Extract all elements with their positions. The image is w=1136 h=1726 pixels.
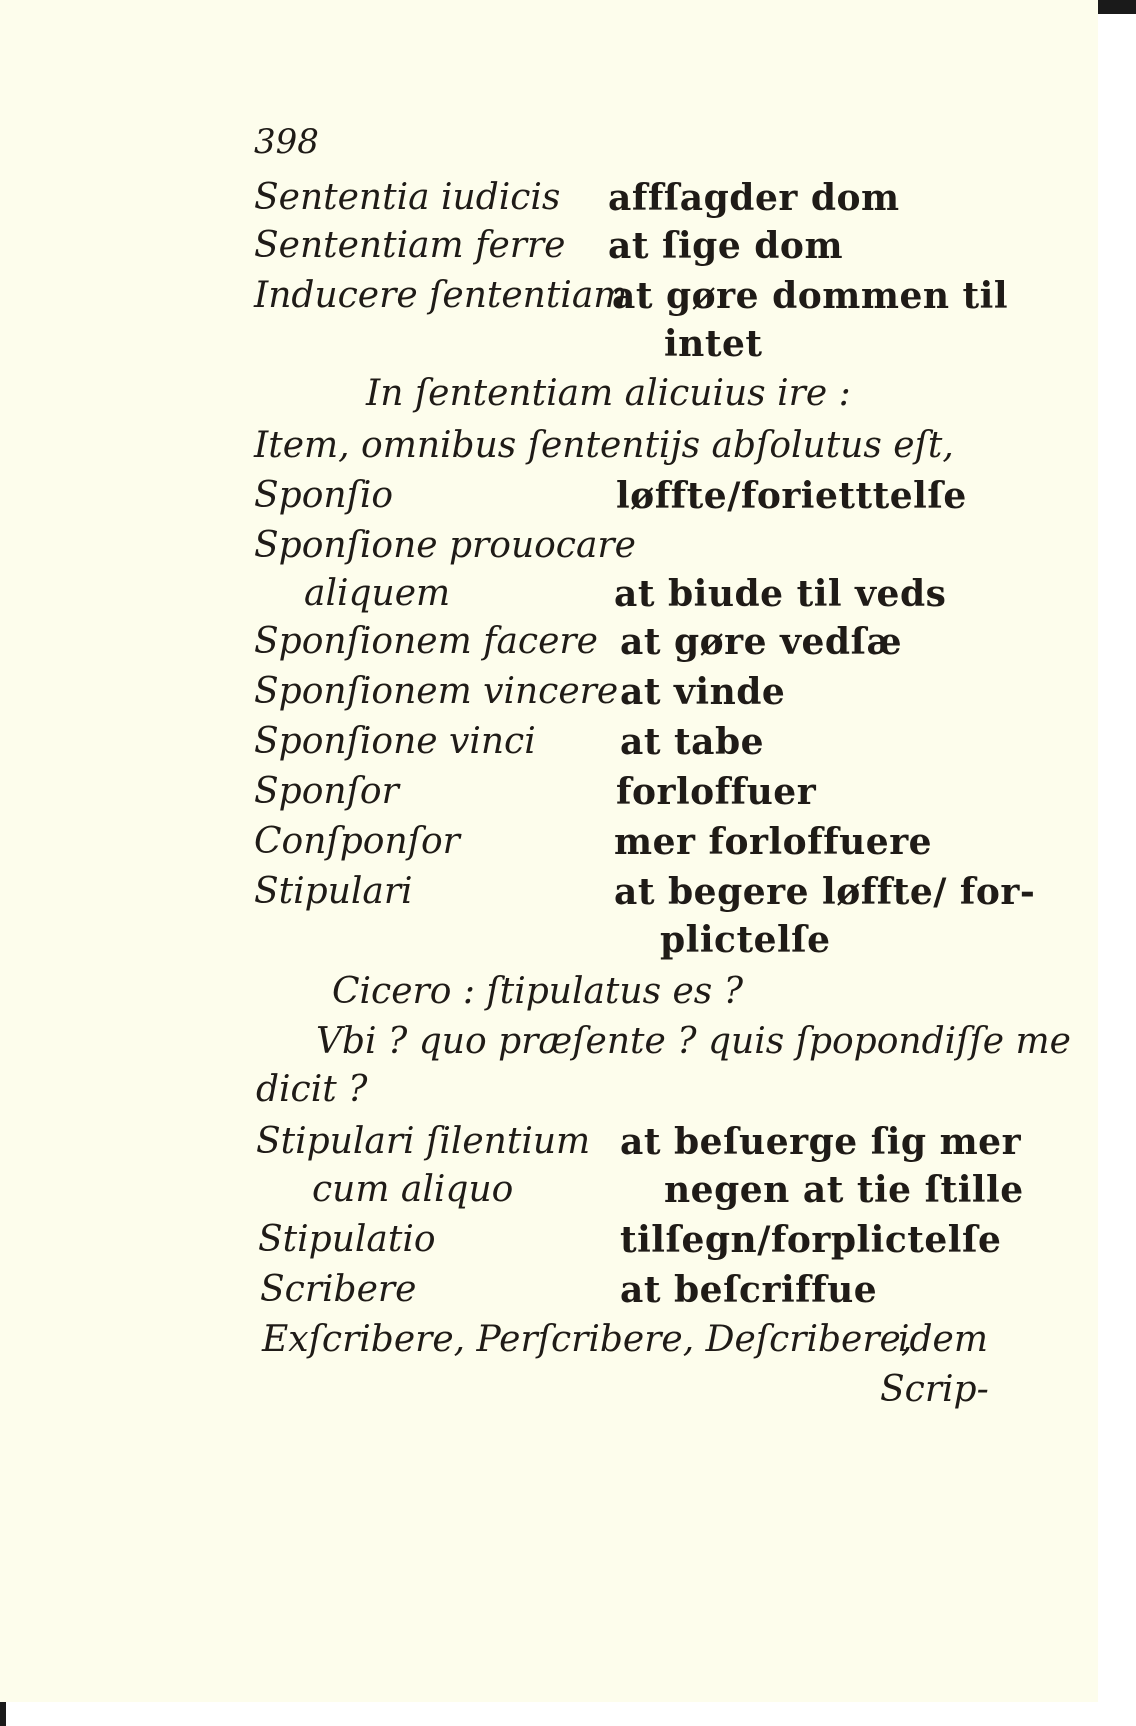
scan-edge-left-mark (0, 1702, 6, 1726)
latin-phrase: Item, omnibus ſententijs abſolutus eſt, (254, 425, 954, 466)
danish-gloss: at gøre vedſæ (620, 621, 903, 663)
danish-gloss: at gøre dommen til (612, 275, 1009, 317)
latin-term-continued: aliquem (304, 573, 451, 614)
danish-gloss: negen at tie ſtille (664, 1169, 1024, 1211)
latin-phrase: In ſententiam alicuius ire : (366, 373, 851, 414)
latin-term: Inducere ſententiam (254, 275, 628, 316)
latin-term: Sententiam ferre (254, 225, 566, 266)
latin-term: Sponſor (254, 771, 399, 812)
latin-term: Sponſionem facere (254, 621, 598, 662)
latin-term-continued: cum aliquo (312, 1169, 514, 1210)
danish-gloss: forloffuer (616, 771, 817, 813)
latin-term: Stipulatio (258, 1219, 436, 1260)
latin-term: Exſcribere, Perſcribere, Deſcribere, (262, 1319, 913, 1360)
latin-phrase-continued: dicit ? (256, 1069, 368, 1110)
latin-term: Sponſione prouocare (254, 525, 636, 566)
danish-gloss: at biude til veds (614, 573, 947, 615)
latin-term: Stipulari (254, 871, 413, 912)
latin-term: Sponſio (254, 475, 394, 516)
latin-term: Conſponſor (254, 821, 460, 862)
danish-gloss: at beſcriffue (620, 1269, 878, 1311)
latin-term: Sententia iudicis (254, 177, 561, 218)
danish-gloss: affſagder dom (608, 177, 900, 219)
page-number: 398 (254, 122, 319, 162)
catchword: Scrip- (880, 1369, 989, 1410)
danish-gloss: at beſuerge ſig mer (620, 1121, 1022, 1163)
scan-edge-marker (1098, 0, 1136, 14)
latin-term: Stipulari ſilentium (256, 1121, 591, 1162)
danish-gloss: at begere løffte/ for- (614, 871, 1036, 913)
scan-edge-right (1098, 0, 1136, 1726)
latin-phrase: Cicero : ſtipulatus es ? (332, 971, 744, 1012)
danish-gloss-continued: intet (664, 323, 763, 365)
danish-gloss: tilſegn/forplictelſe (620, 1219, 1002, 1261)
latin-term: idem (898, 1319, 988, 1360)
danish-gloss: at ſige dom (608, 225, 844, 267)
danish-gloss: at tabe (620, 721, 765, 763)
scan-edge-bottom (0, 1702, 1136, 1726)
danish-gloss: at vinde (620, 671, 786, 713)
danish-gloss: mer forloffuere (614, 821, 933, 863)
danish-gloss: løffte/forietttelſe (616, 475, 967, 517)
latin-term: Scribere (260, 1269, 417, 1310)
latin-term: Sponſionem vincere (254, 671, 619, 712)
latin-term: Sponſione vinci (254, 721, 536, 762)
latin-phrase: Vbi ? quo præſente ? quis ſpopondiſſe me (316, 1021, 1071, 1062)
danish-gloss-continued: plictelſe (660, 919, 831, 961)
